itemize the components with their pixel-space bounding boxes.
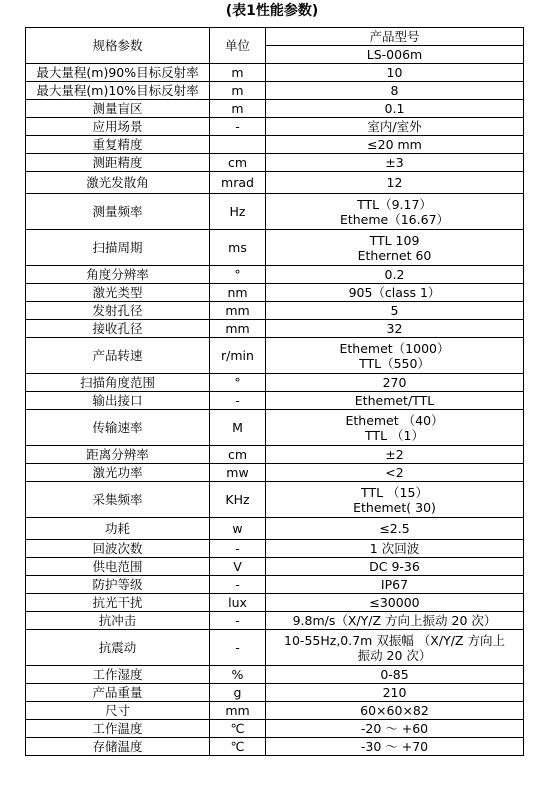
- value-line: Ethernet 60: [357, 247, 432, 263]
- value-cell: [266, 558, 524, 576]
- value-cell: [266, 410, 524, 446]
- value-line: 0.1: [384, 101, 405, 116]
- value-line: ±3: [385, 155, 404, 170]
- unit-cell: [210, 136, 266, 154]
- unit-cell: KHz: [210, 482, 266, 518]
- table-row: [26, 302, 524, 320]
- value-cell: [266, 118, 524, 136]
- unit-cell: lux: [210, 594, 266, 612]
- unit-cell: °: [210, 374, 266, 392]
- table-row: [26, 320, 524, 338]
- table-row: [26, 558, 524, 576]
- value-cell: [266, 446, 524, 464]
- value-line: Ethemet （40）: [345, 412, 444, 428]
- unit-cell: ℃: [210, 720, 266, 738]
- value-line: Ethemet/TTL: [354, 393, 435, 408]
- value-line: 8: [390, 83, 399, 98]
- value-line: 270: [382, 375, 407, 390]
- value-line: 0.2: [384, 267, 405, 282]
- value-line: <2: [385, 465, 404, 480]
- unit-cell: m: [210, 64, 266, 82]
- unit-cell: mrad: [210, 172, 266, 194]
- param-cell: 供电范围: [26, 558, 210, 576]
- table-row: [26, 284, 524, 302]
- table-row: [26, 64, 524, 82]
- param-cell: 接收孔径: [26, 320, 210, 338]
- header-unit: 单位: [210, 28, 266, 64]
- value-line: ±2: [385, 447, 404, 462]
- param-cell: 角度分辨率: [26, 266, 210, 284]
- value-cell: [266, 612, 524, 630]
- value-cell: [266, 230, 524, 266]
- unit-cell: ms: [210, 230, 266, 266]
- header-row: [26, 28, 524, 46]
- value-line: Ethemet（1000）: [339, 340, 450, 356]
- value-cell: [266, 100, 524, 118]
- value-line: 32: [386, 321, 403, 336]
- table-row: [26, 594, 524, 612]
- value-line: ≤20 mm: [367, 137, 422, 152]
- table-row: [26, 230, 524, 266]
- unit-cell: w: [210, 518, 266, 540]
- value-line: 210: [382, 685, 407, 700]
- table-row: [26, 392, 524, 410]
- table-row: [26, 338, 524, 374]
- value-line: -20 ～ +60: [360, 721, 429, 736]
- value-cell: [266, 266, 524, 284]
- unit-cell: Hz: [210, 194, 266, 230]
- value-cell: [266, 64, 524, 82]
- value-cell: [266, 374, 524, 392]
- param-cell: 存储温度: [26, 738, 210, 756]
- unit-cell: mm: [210, 320, 266, 338]
- table-row: [26, 464, 524, 482]
- value-cell: [266, 320, 524, 338]
- value-cell: [266, 284, 524, 302]
- unit-cell: mm: [210, 702, 266, 720]
- table-row: [26, 194, 524, 230]
- value-line: 10-55Hz,0.7m 双振幅 （X/Y/Z 方向上: [284, 632, 505, 648]
- unit-cell: -: [210, 540, 266, 558]
- value-line: DC 9-36: [369, 559, 420, 574]
- value-line: Etheme（16.67）: [339, 211, 450, 227]
- value-line: 10: [386, 65, 403, 80]
- unit-cell: mm: [210, 302, 266, 320]
- param-cell: 重复精度: [26, 136, 210, 154]
- unit-cell: -: [210, 612, 266, 630]
- value-cell: [266, 518, 524, 540]
- value-cell: [266, 392, 524, 410]
- param-cell: 测量频率: [26, 194, 210, 230]
- value-line: TTL （1）: [365, 427, 424, 443]
- value-line: ≤2.5: [379, 521, 410, 536]
- table-row: [26, 630, 524, 666]
- value-cell: [266, 594, 524, 612]
- table-row: [26, 720, 524, 738]
- unit-cell: g: [210, 684, 266, 702]
- table-row: [26, 100, 524, 118]
- table-row: [26, 172, 524, 194]
- param-cell: 采集频率: [26, 482, 210, 518]
- table-row: [26, 666, 524, 684]
- table-row: [26, 136, 524, 154]
- param-cell: 发射孔径: [26, 302, 210, 320]
- table-caption: (表1性能参数): [225, 3, 319, 19]
- param-cell: 最大量程(m)10%目标反射率: [26, 82, 210, 100]
- value-line: 60×60×82: [360, 703, 429, 718]
- param-cell: 激光功率: [26, 464, 210, 482]
- value-line: 12: [386, 175, 403, 190]
- table-row: [26, 540, 524, 558]
- param-cell: 距离分辨率: [26, 446, 210, 464]
- value-line: ≤30000: [369, 595, 420, 610]
- value-line: 振动 20 次）: [357, 647, 432, 663]
- param-cell: 抗冲击: [26, 612, 210, 630]
- param-cell: 最大量程(m)90%目标反射率: [26, 64, 210, 82]
- value-line: -30 ～ +70: [360, 739, 429, 754]
- value-line: TTL 109: [369, 232, 420, 248]
- value-line: 室内/室外: [367, 119, 422, 134]
- unit-cell: nm: [210, 284, 266, 302]
- param-cell: 工作湿度: [26, 666, 210, 684]
- value-cell: [266, 630, 524, 666]
- header-model-group: 产品型号: [266, 28, 524, 46]
- value-line: TTL（550）: [359, 355, 430, 371]
- unit-cell: m: [210, 100, 266, 118]
- value-cell: [266, 482, 524, 518]
- value-line: 0-85: [380, 667, 409, 682]
- table-row: [26, 118, 524, 136]
- unit-cell: m: [210, 82, 266, 100]
- param-cell: 工作温度: [26, 720, 210, 738]
- unit-cell: M: [210, 410, 266, 446]
- value-line: 5: [390, 303, 399, 318]
- unit-cell: -: [210, 576, 266, 594]
- value-line: TTL（9.17）: [357, 196, 432, 212]
- table-row: [26, 738, 524, 756]
- table-row: [26, 702, 524, 720]
- param-cell: 扫描角度范围: [26, 374, 210, 392]
- table-row: [26, 446, 524, 464]
- unit-cell: -: [210, 118, 266, 136]
- param-cell: 传输速率: [26, 410, 210, 446]
- param-cell: 产品转速: [26, 338, 210, 374]
- table-row: [26, 612, 524, 630]
- table-row: [26, 154, 524, 172]
- value-cell: [266, 82, 524, 100]
- spec-table: [25, 27, 524, 756]
- table-row: [26, 482, 524, 518]
- param-cell: 输出接口: [26, 392, 210, 410]
- value-cell: [266, 720, 524, 738]
- value-cell: [266, 154, 524, 172]
- unit-cell: r/min: [210, 338, 266, 374]
- unit-cell: -: [210, 392, 266, 410]
- spec-table-body: [26, 28, 524, 756]
- value-line: 1 次回波: [369, 541, 420, 556]
- param-cell: 防护等级: [26, 576, 210, 594]
- unit-cell: °: [210, 266, 266, 284]
- value-line: TTL （15）: [361, 484, 428, 500]
- unit-cell: V: [210, 558, 266, 576]
- param-cell: 回波次数: [26, 540, 210, 558]
- value-cell: [266, 194, 524, 230]
- table-row: [26, 684, 524, 702]
- unit-cell: cm: [210, 154, 266, 172]
- param-cell: 测距精度: [26, 154, 210, 172]
- unit-cell: %: [210, 666, 266, 684]
- table-row: [26, 518, 524, 540]
- value-cell: [266, 540, 524, 558]
- table-row: [26, 576, 524, 594]
- value-cell: [266, 172, 524, 194]
- value-cell: [266, 684, 524, 702]
- value-cell: [266, 702, 524, 720]
- value-cell: [266, 738, 524, 756]
- table-row: [26, 410, 524, 446]
- header-model: LS-006m: [266, 46, 524, 64]
- param-cell: 产品重量: [26, 684, 210, 702]
- param-cell: 激光发散角: [26, 172, 210, 194]
- table-row: [26, 374, 524, 392]
- param-cell: 测量盲区: [26, 100, 210, 118]
- param-cell: 功耗: [26, 518, 210, 540]
- unit-cell: -: [210, 630, 266, 666]
- value-line: Ethemet( 30): [353, 499, 436, 515]
- value-line: 9.8m/s（X/Y/Z 方向上振动 20 次）: [292, 613, 497, 628]
- value-cell: [266, 338, 524, 374]
- param-cell: 扫描周期: [26, 230, 210, 266]
- value-cell: [266, 136, 524, 154]
- param-cell: 尺寸: [26, 702, 210, 720]
- param-cell: 抗光干扰: [26, 594, 210, 612]
- table-row: [26, 82, 524, 100]
- value-cell: [266, 666, 524, 684]
- value-line: IP67: [380, 577, 409, 592]
- unit-cell: cm: [210, 446, 266, 464]
- param-cell: 抗震动: [26, 630, 210, 666]
- value-cell: [266, 302, 524, 320]
- header-param: 规格参数: [26, 28, 210, 64]
- param-cell: 应用场景: [26, 118, 210, 136]
- unit-cell: ℃: [210, 738, 266, 756]
- unit-cell: mw: [210, 464, 266, 482]
- value-cell: [266, 464, 524, 482]
- value-cell: [266, 576, 524, 594]
- value-line: 905（class 1）: [348, 285, 441, 300]
- param-cell: 激光类型: [26, 284, 210, 302]
- table-row: [26, 266, 524, 284]
